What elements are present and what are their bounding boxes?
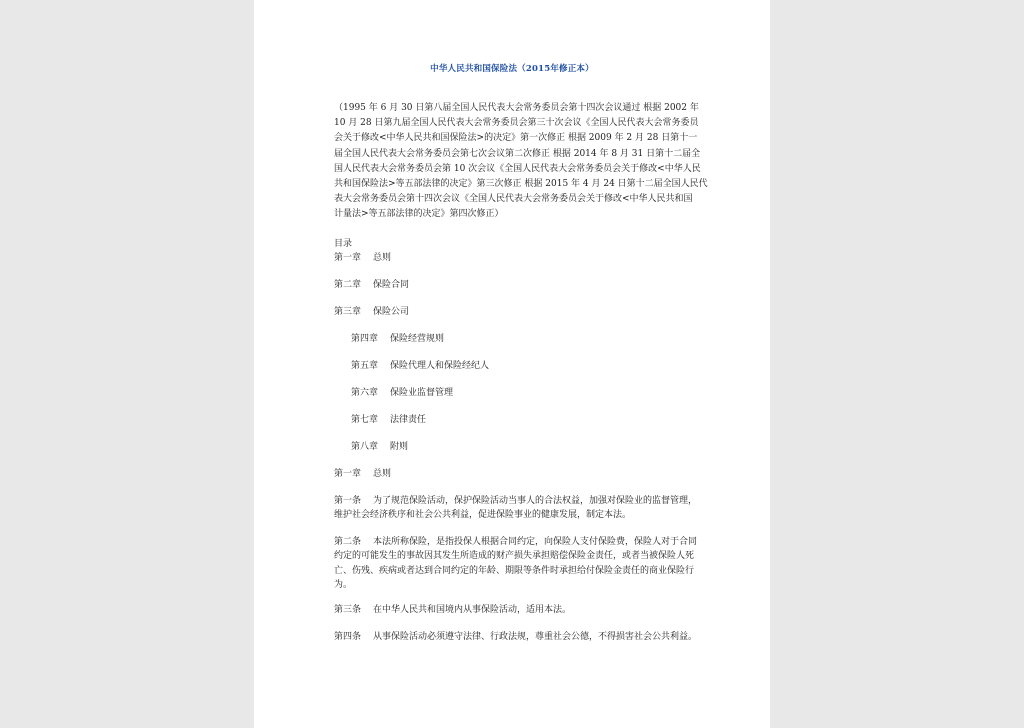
article-text: 本法所称保险，是指投保人根据合同约定，向保险人支付保险费，保险人对于合同 — [373, 537, 698, 547]
article-1 — [334, 494, 706, 523]
article-3 — [334, 603, 706, 617]
article-label: 第二条 — [334, 537, 362, 547]
toc-title: 法律责任 — [390, 415, 427, 425]
toc-chapter: 第五章 — [351, 361, 379, 371]
toc-item-2 — [334, 278, 706, 292]
toc-heading: 目录 — [334, 239, 353, 249]
toc-item-5 — [351, 359, 723, 373]
toc-chapter: 第二章 — [334, 280, 362, 290]
article-label: 第一条 — [334, 496, 362, 506]
toc-title: 保险合同 — [373, 280, 410, 290]
chapter-heading — [334, 467, 706, 481]
toc-item-6 — [351, 386, 723, 400]
toc-chapter: 第四章 — [351, 334, 379, 344]
preamble-line: 届全国人民代表大会常务委员会第七次会议第二次修正 根据 2014 年 8 月 31 日第十二届全 — [334, 148, 701, 159]
toc-title: 附则 — [390, 442, 409, 452]
toc-chapter: 第三章 — [334, 307, 362, 317]
chapter-title: 总则 — [373, 469, 392, 479]
article-text: 在中华人民共和国境内从事保险活动，适用本法。 — [373, 605, 572, 615]
toc-item-1 — [334, 251, 706, 265]
toc-chapter: 第六章 — [351, 388, 379, 398]
preamble-line: （1995 年 6 月 30 日第八届全国人民代表大会常务委员会第十四次会议通过 根据 2002 年 — [334, 103, 699, 113]
toc-title: 保险业监督管理 — [390, 388, 454, 398]
toc-chapter: 第七章 — [351, 415, 379, 425]
chapter-number: 第一章 — [334, 469, 362, 479]
article-2 — [334, 535, 706, 593]
toc-title: 保险代理人和保险经纪人 — [390, 361, 490, 371]
toc-item-8 — [351, 440, 723, 454]
document-title: 中华人民共和国保险法（2015年修正本） — [430, 64, 594, 74]
toc-title: 保险经营规则 — [390, 334, 445, 344]
article-text: 为。 — [334, 580, 353, 591]
preamble-line: 会关于修改<中华人民共和国保险法>的决定》第一次修正 根据 2009 年 2 月 28 日第十一 — [334, 133, 698, 144]
toc-item-4 — [351, 332, 723, 346]
toc-title: 保险公司 — [373, 307, 410, 317]
article-text: 从事保险活动必须遵守法律、行政法规，尊重社会公德，不得损害社会公共利益。 — [373, 632, 698, 642]
toc-chapter: 第八章 — [351, 442, 379, 452]
toc-item-3 — [334, 305, 706, 319]
article-text: 为了规范保险活动，保护保险活动当事人的合法权益，加强对保险业的监督管理， — [373, 496, 698, 506]
article-text: 维护社会经济秩序和社会公共利益，促进保险事业的健康发展，制定本法。 — [334, 510, 632, 521]
preamble-line: 计量法>等五部法律的决定》第四次修正） — [334, 209, 504, 220]
preamble — [334, 101, 708, 223]
article-label: 第三条 — [334, 605, 362, 615]
article-4 — [334, 630, 706, 644]
preamble-line: 共和国保险法>等五部法律的决定》第三次修正 根据 2015 年 4 月 24 日第十二届全国人民代 — [334, 179, 708, 190]
preamble-line: 10 月 28 日第九届全国人民代表大会常务委员会第三十次会议《全国人民代表大会常务委员 — [334, 118, 699, 129]
article-label: 第四条 — [334, 632, 362, 642]
toc-item-7 — [351, 413, 723, 427]
preamble-line: 国人民代表大会常务委员会第 10 次会议《全国人民代表大会常务委员会关于修改<中华人民 — [334, 163, 701, 174]
document-page — [254, 0, 770, 728]
article-text: 亡、伤残、疾病或者达到合同约定的年龄、期限等条件时承担给付保险金责任的商业保险行 — [334, 565, 695, 576]
preamble-line: 表大会常务委员会第十四次会议《全国人民代表大会常务委员会关于修改<中华人民共和国 — [334, 194, 693, 205]
toc-chapter: 第一章 — [334, 253, 362, 263]
article-text: 约定的可能发生的事故因其发生所造成的财产损失承担赔偿保险金责任，或者当被保险人死 — [334, 551, 695, 562]
toc-title: 总则 — [373, 253, 392, 263]
